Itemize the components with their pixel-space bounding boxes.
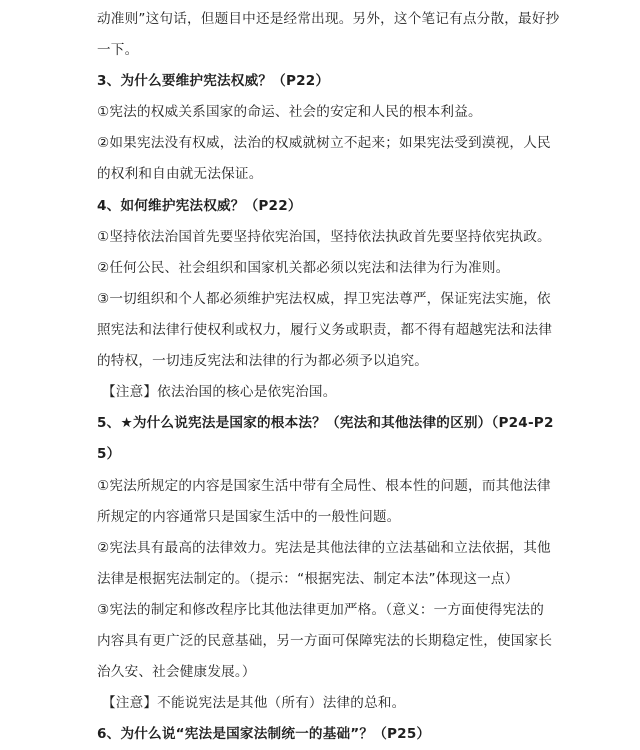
text-line: ③宪法的制定和修改程序比其他法律更加严格。（意义：一方面使得宪法的 xyxy=(97,602,544,618)
text-line: 内容具有更广泛的民意基础，另一方面可保障宪法的长期稳定性，使国家长 xyxy=(97,633,553,649)
text-line: 动准则”这句话，但题目中还是经常出现。另外，这个笔记有点分散，最好抄 xyxy=(97,11,560,27)
section-heading-5-cont: 5） xyxy=(97,446,121,462)
text-line: ②任何公民、社会组织和国家机关都必须以宪法和法律为行为准则。 xyxy=(97,260,510,276)
text-line: 治久安、社会健康发展。） xyxy=(97,664,256,680)
note-line: 【注意】不能说宪法是其他（所有）法律的总和。 xyxy=(102,695,406,711)
text-line: ③一切组织和个人都必须维护宪法权威，捍卫宪法尊严，保证宪法实施，依 xyxy=(97,291,551,307)
text-line: ①宪法所规定的内容是国家生活中带有全局性、根本性的问题，而其他法律 xyxy=(97,478,551,494)
note-line: 【注意】依法治国的核心是依宪治国。 xyxy=(102,384,337,400)
text-line: 一下。 xyxy=(97,42,139,58)
text-line: ①宪法的权威关系国家的命运、社会的安定和人民的根本利益。 xyxy=(97,104,482,120)
text-line: 照宪法和法律行使权利或权力，履行义务或职责，都不得有超越宪法和法律 xyxy=(97,322,553,338)
section-heading-5: 5、★为什么说宪法是国家的根本法？（宪法和其他法律的区别）（P24-P2 xyxy=(97,415,554,431)
section-heading-3: 3、为什么要维护宪法权威？（P22） xyxy=(97,73,330,89)
text-line: 法律是根据宪法制定的。（提示：“根据宪法、制定本法”体现这一点） xyxy=(97,571,519,587)
text-line: 的特权，一切违反宪法和法律的行为都必须予以追究。 xyxy=(97,353,429,369)
text-line: ①坚持依法治国首先要坚持依宪治国，坚持依法执政首先要坚持依宪执政。 xyxy=(97,229,551,245)
section-heading-4: 4、如何维护宪法权威？（P22） xyxy=(97,198,302,214)
text-line: 所规定的内容通常只是国家生活中的一般性问题。 xyxy=(97,509,401,525)
text-line: ②宪法具有最高的法律效力。宪法是其他法律的立法基础和立法依据，其他 xyxy=(97,540,551,556)
text-line: ②如果宪法没有权威，法治的权威就树立不起来；如果宪法受到漠视，人民 xyxy=(97,135,551,151)
text-line: 的权利和自由就无法保证。 xyxy=(97,166,263,182)
section-heading-6: 6、为什么说“宪法是国家法制统一的基础”？（P25） xyxy=(97,726,431,742)
